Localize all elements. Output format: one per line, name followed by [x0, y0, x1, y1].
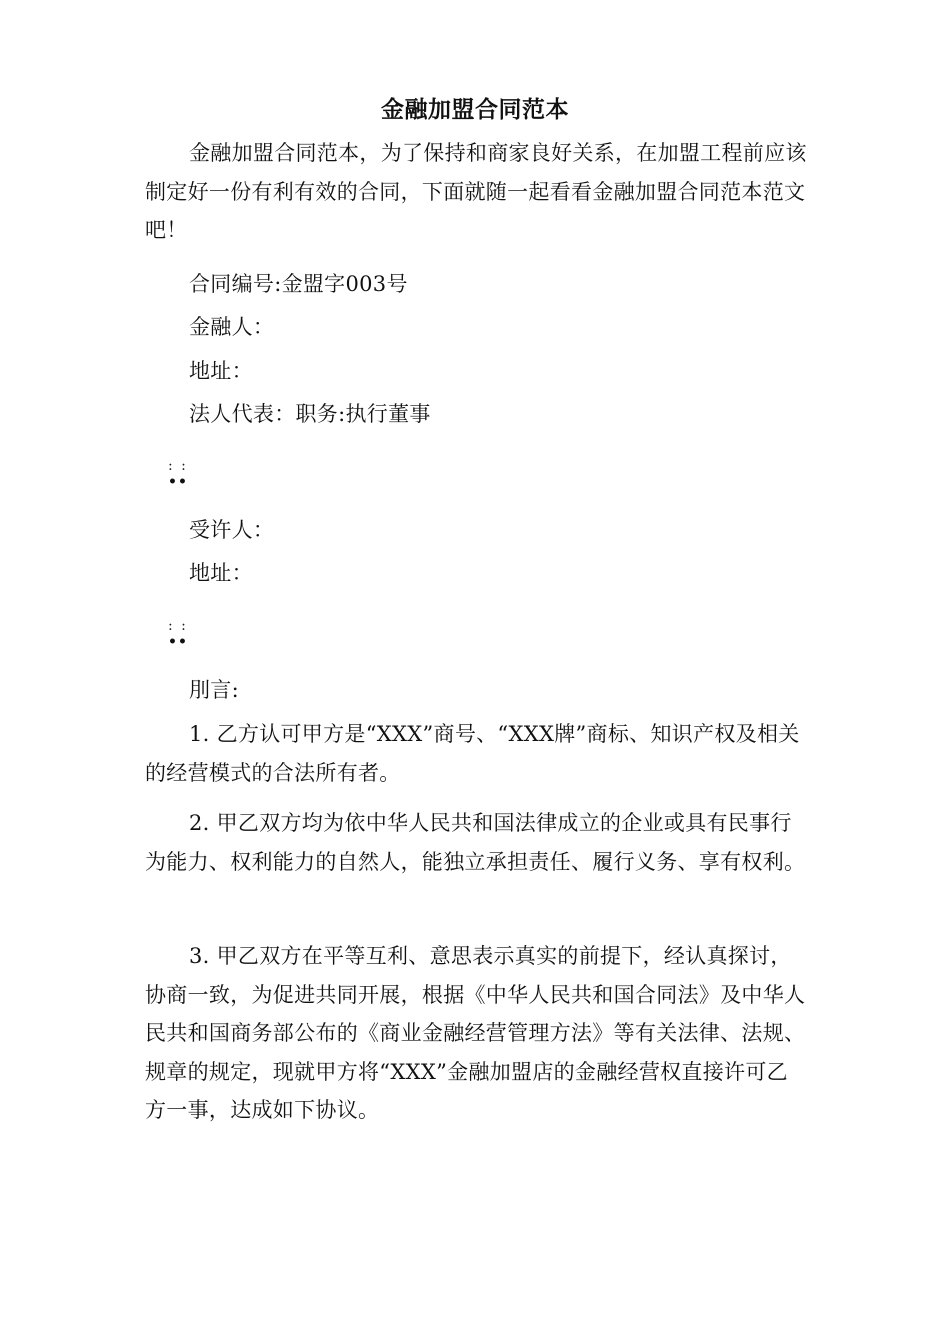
- contract-number: 合同编号:金盟字003号: [189, 272, 408, 296]
- licensee-field: 受许人：: [189, 518, 275, 542]
- clause-3: 3. 甲乙双方在平等互利、意思表示真实的前提下，经认真探讨，协商一致，为促进共同开展，根据《中华人民共和国合同法》及中华人民共和国商务部公布的《商业金融经营管理方法》等有关法律、法规、规章的规定，现就甲方将“XXX”金融加盟店的金融经营权直接许可乙方一事，达成如下协议。: [145, 944, 806, 1122]
- clause-1: 1. 乙方认可甲方是“XXX”商号、“XXX牌”商标、知识产权及相关的经营模式的合法所有者。: [145, 722, 800, 785]
- preamble-label: 刖言:: [189, 678, 239, 702]
- colon-mark-2: [168, 618, 190, 654]
- franchisor-field: 金融人：: [189, 315, 275, 339]
- document-title: 金融加盟合同范本: [381, 96, 569, 123]
- colon-mark-1-bottom: ••: [168, 474, 188, 490]
- intro-paragraph: 金融加盟合同范本，为了保持和商家良好关系，在加盟工程前应该制定好一份有利有效的合同，下面就随一起看看金融加盟合同范本范文吧！: [145, 141, 807, 242]
- colon-mark-1: [168, 458, 190, 494]
- clause-2: 2. 甲乙双方均为依中华人民共和国法律成立的企业或具有民事行为能力、权利能力的自然人，能独立承担责任、履行义务、享有权利。: [145, 811, 806, 874]
- address-field-1: 地址：: [189, 359, 253, 383]
- colon-mark-2-top: : :: [168, 618, 188, 634]
- legal-representative-field: 法人代表：职务:执行董事: [189, 402, 431, 426]
- colon-mark-1-top: : :: [168, 458, 188, 474]
- address-field-2: 地址：: [189, 561, 253, 585]
- colon-mark-2-bottom: ••: [168, 634, 188, 650]
